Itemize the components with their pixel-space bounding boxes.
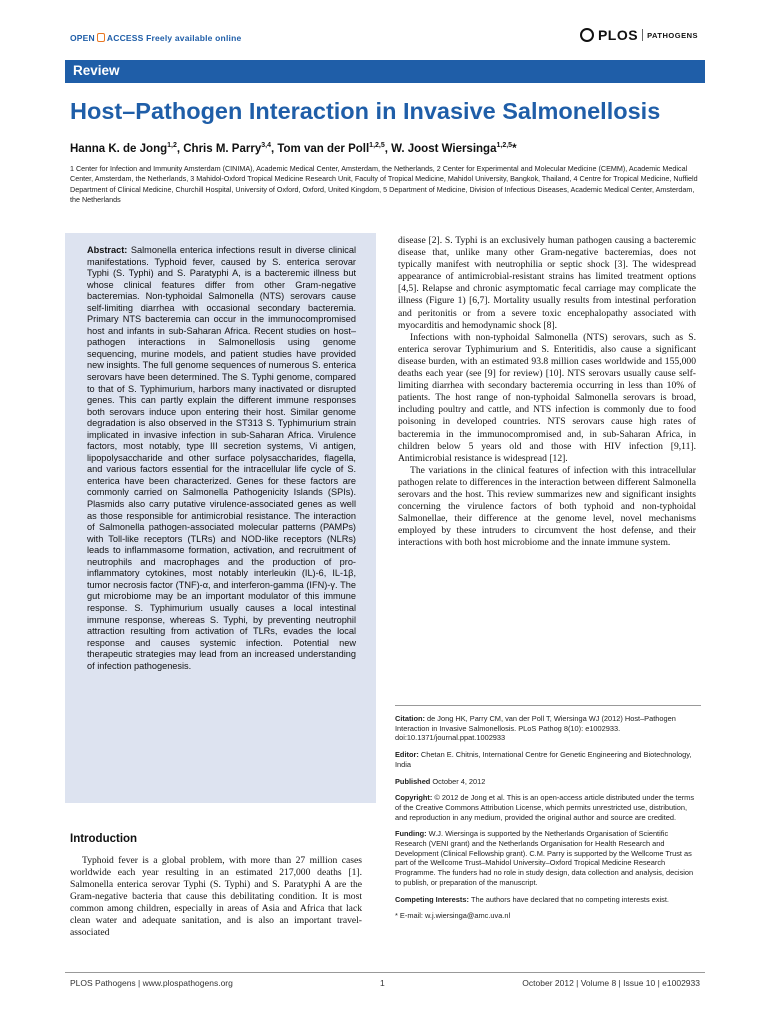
introduction-paragraph: Typhoid fever is a global problem, with more than 27 million cases worldwide each year resulting in an estimated 217,000 deaths [1]. Salmonella enterica serovar Typhi (S. Typhi) and S. Paratyphi A are the Gram-negative bacteria that cause this debilitating condition. It is most common among children, especially in areas of Asia and Africa that lack clean water and adequate sanitation, and is also an important travel-associated <box>70 855 362 938</box>
author-list: Hanna K. de Jong$^{1,2}$, Chris M. Parry$^{3,4}$, Tom van der Poll$^{1,2,5}$, W. Joost Wiersinga$^{1,2,5}$* <box>70 142 517 155</box>
body-paragraph: Infections with non-typhoidal Salmonella (NTS) serovars, such as S. enterica serovar Typhimurium and S. Enteritidis, also cause a significant disease burden, with an estimated 93.8 million cases worldwide and 155,000 deaths each year (see [9] for review) [10]. NTS serovars usually cause self-limiting diarrhea with secondary bacteremia occurring in less than 10% of patients. The host range of non-typhoidal Salmonella serovars is broad, including poultry and cattle, and NTS infection is commonly due to food poisoning in developed countries. NTS serovars cause high rates of bacteremia in the immunocompromised and, in sub-Saharan Africa, in children below 5 years old and those with HIV infection [9,11]. Antimicrobial resistance is widespread [12]. <box>398 331 696 464</box>
open-access-lock-icon <box>97 33 105 42</box>
article-info-key: Editor: <box>395 750 421 760</box>
author-affiliation-marker: 1,2,5 <box>496 142 513 149</box>
footer-journal: PLOS Pathogens | www.plospathogens.org <box>70 978 233 988</box>
affiliations: 1 Center for Infection and Immunity Amsterdam (CINIMA), Academic Medical Center, Amsterdam, the Netherlands, 2 Center for Experimental and Molecular Medicine (CEMM), Academic Medical Center, Amsterdam, the Netherlands, 3 Mahidol-Oxford Tropical Medicine Research Unit, Faculty of Tropical Medicine, Mahidol University, Bangkok, Thailand, 4 Centre for Tropical Medicine, Nuffield Department of Clinical Medicine, Churchill Hospital, University of Oxford, Oxford, United Kingdom, 5 Department of Medicine, Division of Infectious Diseases, Academic Medical Center, Amsterdam, the Netherlands <box>70 164 698 205</box>
page-number: 1 <box>380 978 385 988</box>
open-label: OPEN <box>70 33 95 43</box>
author-affiliation-marker: 1,2 <box>167 142 177 149</box>
article-info-block <box>395 911 699 921</box>
author-name: Tom van der Poll <box>277 142 370 155</box>
corresponding-author-mark: * <box>512 142 517 155</box>
article-info-value: © 2012 de Jong et al. This is an open-access article distributed under the terms of the Creative Commons Attribution License, which permits unrestricted use, distribution, and reproduction in any medium, provided the original author and source are credited. <box>395 793 695 822</box>
article-info-block <box>395 750 699 769</box>
body-paragraph: disease [2]. S. Typhi is an exclusively human pathogen causing a bacteremic disease that, unlike many other Gram-negative bacteremias, does not typically manifest with neutrophilia or septic shock [3]. The widespread appearance of antimicrobial-resistant strains has limited treatment options [4,5]. Relapse and chronic asymptomatic fecal carriage may complicate the illness (Figure 1) [6,7]. Mortality usually results from intestinal perforation and peritonitis or from a severe toxic encephalopathy associated with myocarditis and hemodynamic shock [8]. <box>398 235 696 331</box>
section-label: Review <box>73 63 120 78</box>
footer-issue: October 2012 | Volume 8 | Issue 10 | e1002933 <box>522 978 700 988</box>
article-info-key: Copyright: <box>395 793 435 803</box>
abstract-label: Abstract: <box>87 245 128 255</box>
author-name: Hanna K. de Jong <box>70 142 168 155</box>
footer-divider <box>65 972 705 973</box>
plos-logo-icon <box>580 28 594 42</box>
article-info-block <box>395 829 699 887</box>
article-info-key: Published <box>395 776 433 786</box>
abstract-text <box>87 245 356 672</box>
abstract-box <box>65 233 376 803</box>
body-paragraph: The variations in the clinical features of infection with this intracellular pathogen relate to differences in the interaction between different Salmonella serovars and the host. This review summarizes new and significant insights concerning the virulence factors of both typhoid and non-typhoidal Salmonellae, their difference at the genome level, novel mechanisms employed by these intruders to circumvent the host defense, and their interactions with both host microbiome and the innate immune system. <box>398 464 696 549</box>
article-info-key: Funding: <box>395 829 429 839</box>
article-info-divider <box>395 705 701 706</box>
author-affiliation-marker: 3,4 <box>261 142 271 149</box>
access-label: ACCESS <box>106 33 144 43</box>
right-column-body <box>398 235 696 549</box>
freely-available-label: Freely available online <box>146 33 242 43</box>
article-info-value: de Jong HK, Parry CM, van der Poll T, Wiersinga WJ (2012) Host–Pathogen Interaction in Invasive Salmonellosis. PLoS Pathog 8(10): e1002933. doi:10.1371/journal.ppat.1002933 <box>395 714 676 743</box>
article-info-key: Citation: <box>395 714 428 723</box>
article-info <box>395 714 699 928</box>
article-info-value: The authors have declared that no competing interests exist. <box>470 894 669 904</box>
author-affiliation-marker: 1,2,5 <box>369 142 385 149</box>
open-access-banner <box>70 33 241 43</box>
abstract-body: Salmonella enterica infections result in diverse clinical manifestations. Typhoid fever, caused by S. enterica serovar Typhi (S. Typhi) and S. Paratyphi A, is a bacteremic illness but whose clinical features differ from other Gram-negative bacteremias. Non-typhoidal Salmonella (NTS) serovars cause self-limiting diarrhea with occasional secondary bacteremia. Primary NTS bacteremia can occur in the immunocompromised host and infants in sub-Saharan Africa. Recent studies on host–pathogen interactions in Salmonellosis using genome sequencing, murine models, and patient studies have provided new insights. The full genome sequences of numerous S. enterica serovars have been determined. The S. Typhi genome, compared to that of S. Typhimurium, harbors many inactivated or disrupted genes. This can partly explain the different immune responses both serovars induce upon entering their host. Similar genome degradation is also observed in the ST313 S. Typhimurium strain implicated in invasive infection in sub-Saharan Africa. Virulence factors, most notably, type III secretion systems, Vi antigen, lipopolysaccharide and other surface polysaccharides, flagella, and various factors essential for the intracellular life cycle of S. enterica have been characterized. Genes for these factors are commonly carried on Salmonella Pathogenicity Islands (SPIs). Plasmids also carry putative virulence-associated genes as well as those responsible for antimicrobial resistance. The interaction of Salmonella pathogen-associated molecular patterns (PAMPs) with Toll-like receptors (TLRs) and NOD-like receptors (NLRs) leads to inflammasome formation, activation, and recruitment of neutrophils and macrophages and the production of pro-inflammatory cytokines, most notably interleukin (IL)-6, IL-1β, tumor necrosis factor (TNF)-α, and interferon-gamma (IFN)-γ. The gut microbiome may be an important modulator of this immune response. S. Typhimurium usually causes a local intestinal immune response, whereas S. Typhi, by preventing neutrophil attraction resulting from activation of TLRs, evades the local response and causes systemic infection. Potential new therapeutic strategies may lead from an increased understanding of infection pathogenesis. <box>87 245 356 671</box>
author-name: Chris M. Parry <box>183 142 262 155</box>
logo-divider <box>642 29 643 41</box>
article-info-block <box>395 895 699 905</box>
section-band <box>65 60 705 83</box>
article-info-key: Competing Interests: <box>395 894 471 904</box>
article-info-block <box>395 793 699 822</box>
introduction-heading: Introduction <box>70 833 138 845</box>
article-info-block <box>395 714 699 743</box>
article-info-value: October 4, 2012 <box>432 776 486 786</box>
journal-logo <box>580 27 698 43</box>
article-info-value: * E-mail: w.j.wiersinga@amc.uva.nl <box>395 911 511 921</box>
article-info-value: Chetan E. Chitnis, International Centre for Genetic Engineering and Biotechnology, India <box>395 750 692 769</box>
article-title: Host–Pathogen Interaction in Invasive Salmonellosis <box>70 98 661 124</box>
article-info-block <box>395 777 699 787</box>
journal-name: PATHOGENS <box>647 30 698 40</box>
plos-wordmark: PLOS <box>597 27 639 43</box>
article-info-value: W.J. Wiersinga is supported by the Netherlands Organisation of Scientific Research (VENI grant) and the Netherlands Organisation for Health Research and Development (Clinical Fellowship grant). C.M. Parry is supported by the Wellcome Trust as part of the Wellcome Trust–Mahidol University–Oxford Tropical Medicine Research Programme. The funders had no role in study design, data collection and analysis, decision to publish, or preparation of the manuscript. <box>395 829 694 887</box>
author-name: W. Joost Wiersinga <box>391 142 497 155</box>
